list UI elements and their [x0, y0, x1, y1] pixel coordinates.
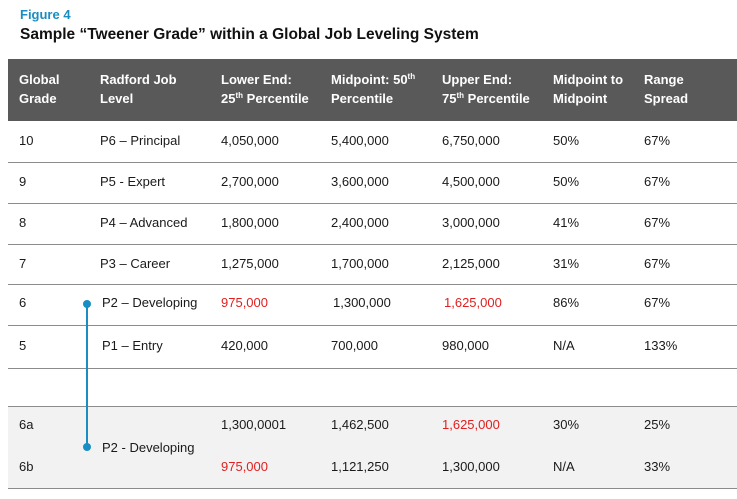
- spread-cell: 67%: [644, 133, 671, 148]
- mtm-cell: 31%: [553, 256, 580, 271]
- connector-dot-top: [83, 300, 91, 308]
- lower-cell: 4,050,000: [221, 133, 279, 148]
- level-cell: P1 – Entry: [102, 338, 163, 353]
- mid-cell: 3,600,000: [331, 174, 389, 189]
- header-range-spread: Range Spread: [644, 72, 689, 106]
- lower-cell: 420,000: [221, 338, 268, 353]
- spacer-row: [8, 369, 737, 407]
- mtm-cell: 30%: [553, 417, 580, 432]
- mtm-cell: N/A: [553, 459, 575, 474]
- header-lower-end: Lower End: 25th Percentile: [221, 72, 309, 106]
- grade-cell: 10: [19, 133, 34, 148]
- grade-cell: 7: [19, 256, 27, 271]
- spread-cell: 33%: [644, 459, 671, 474]
- grade-cell: 6b: [19, 459, 34, 474]
- spread-cell: 25%: [644, 417, 671, 432]
- spread-cell: 67%: [644, 174, 671, 189]
- mtm-cell: 86%: [553, 295, 580, 310]
- upper-cell: 980,000: [442, 338, 489, 353]
- header-upper-end: Upper End: 75th Percentile: [442, 72, 530, 106]
- lower-cell: 975,000: [221, 459, 268, 474]
- mtm-cell: 50%: [553, 133, 580, 148]
- grade-cell: 6a: [19, 417, 34, 432]
- mid-cell: 1,700,000: [331, 256, 389, 271]
- mid-cell: 1,121,250: [331, 459, 389, 474]
- grade-cell: 8: [19, 215, 27, 230]
- table-row: [8, 285, 737, 326]
- header-midpoint-to-midpoint: Midpoint to Midpoint: [553, 72, 624, 106]
- upper-cell: 1,625,000: [442, 417, 500, 432]
- table-row: [8, 204, 737, 245]
- mid-cell: 1,462,500: [331, 417, 389, 432]
- upper-cell: 6,750,000: [442, 133, 500, 148]
- mid-cell: 5,400,000: [331, 133, 389, 148]
- mtm-cell: N/A: [553, 338, 575, 353]
- level-cell: P2 – Developing: [102, 295, 198, 310]
- figure-label: Figure 4: [20, 7, 71, 22]
- level-cell: P5 - Expert: [100, 174, 166, 189]
- level-cell: P4 – Advanced: [100, 215, 188, 230]
- table-row: [8, 121, 737, 163]
- lower-cell: 1,800,000: [221, 215, 279, 230]
- level-cell: P3 – Career: [100, 256, 171, 271]
- header-midpoint: Midpoint: 50th Percentile: [331, 72, 416, 106]
- upper-cell: 1,625,000: [444, 295, 502, 310]
- spread-cell: 133%: [644, 338, 678, 353]
- lower-cell: 975,000: [221, 295, 268, 310]
- figure-title: Sample “Tweener Grade” within a Global Job Leveling System: [20, 26, 479, 43]
- spread-cell: 67%: [644, 295, 671, 310]
- lower-cell: 2,700,000: [221, 174, 279, 189]
- mid-cell: 700,000: [331, 338, 378, 353]
- header-radford-level: Radford Job Level: [100, 72, 177, 106]
- spread-cell: 67%: [644, 215, 671, 230]
- level-cell: P6 – Principal: [100, 133, 181, 148]
- table-row: [8, 245, 737, 285]
- mid-cell: 2,400,000: [331, 215, 389, 230]
- upper-cell: 3,000,000: [442, 215, 500, 230]
- table-header: [8, 59, 737, 121]
- lower-cell: 1,300,0001: [221, 417, 287, 432]
- mid-cell: 1,300,000: [333, 295, 391, 310]
- grade-cell: 5: [19, 338, 27, 353]
- mtm-cell: 50%: [553, 174, 580, 189]
- spread-cell: 67%: [644, 256, 671, 271]
- lower-cell: 1,275,000: [221, 256, 279, 271]
- tweener-connector-line: [86, 303, 88, 447]
- connector-dot-bottom: [83, 443, 91, 451]
- grade-cell: 6: [19, 295, 27, 310]
- tweener-section: [8, 407, 737, 489]
- upper-cell: 4,500,000: [442, 174, 500, 189]
- table-row: [8, 163, 737, 204]
- mtm-cell: 41%: [553, 215, 580, 230]
- grade-cell: 9: [19, 174, 27, 189]
- upper-cell: 1,300,000: [442, 459, 500, 474]
- table-row: [8, 326, 737, 369]
- upper-cell: 2,125,000: [442, 256, 500, 271]
- tweener-level-cell: P2 - Developing: [102, 440, 195, 455]
- header-global-grade: Global Grade: [19, 72, 60, 106]
